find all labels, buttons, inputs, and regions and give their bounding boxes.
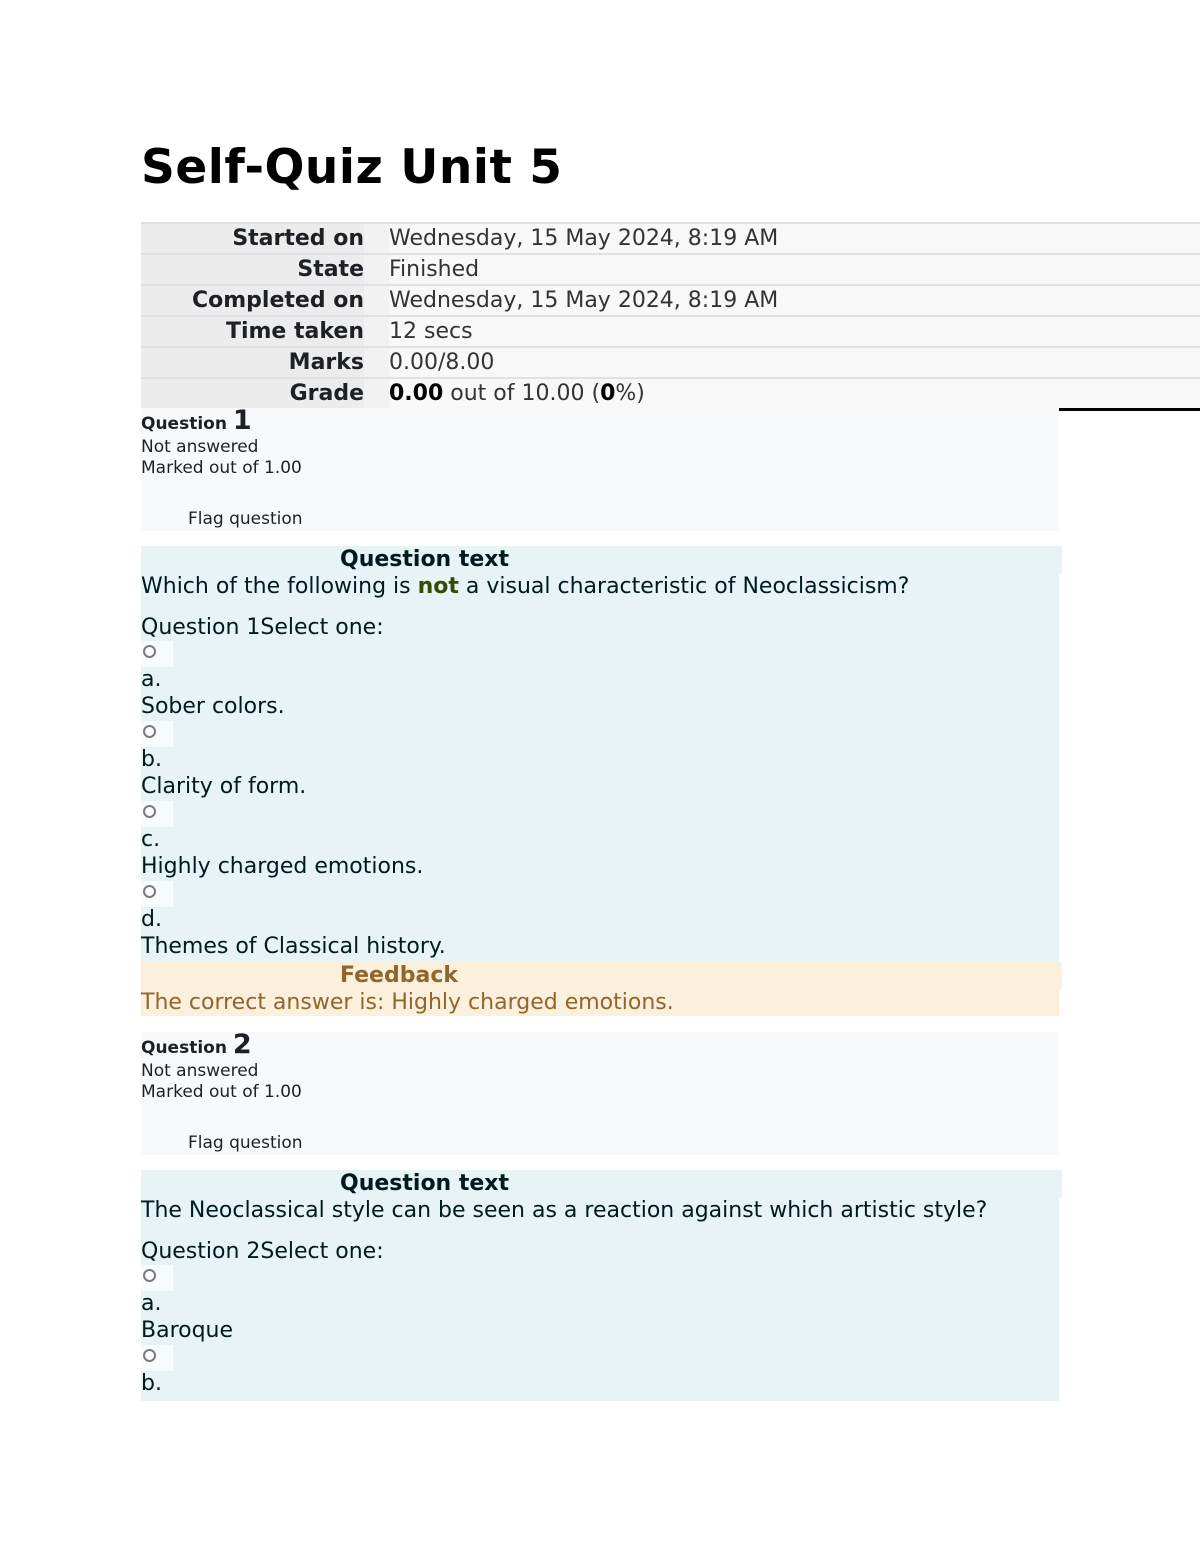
radio-icon[interactable] — [143, 805, 156, 818]
question-content-1 — [141, 546, 1059, 962]
question-marked-out-of: Marked out of 1.00 — [141, 1082, 302, 1102]
question-feedback-1 — [141, 962, 1059, 1016]
radio-icon[interactable] — [143, 645, 156, 658]
grade-end: %) — [615, 381, 645, 406]
select-one-prompt: Question 1Select one: — [141, 615, 384, 640]
answer-text[interactable]: Baroque — [141, 1318, 234, 1343]
radio-icon[interactable] — [143, 1349, 156, 1362]
summary-row-started — [141, 222, 1200, 253]
summary-value: 12 secs — [389, 317, 1200, 346]
summary-row-grade — [141, 377, 1200, 411]
answer-letter: a. — [141, 1291, 162, 1316]
question-info-1 — [141, 405, 1059, 531]
question-number: Question 2 — [141, 1029, 252, 1060]
question-text-emphasis: not — [417, 574, 459, 599]
question-info-2 — [141, 1029, 1059, 1155]
radio-icon[interactable] — [143, 885, 156, 898]
answer-letter: b. — [141, 747, 162, 772]
answer-text[interactable]: Clarity of form. — [141, 774, 307, 799]
radio-icon[interactable] — [143, 725, 156, 738]
radio-icon[interactable] — [143, 1269, 156, 1282]
summary-value: Finished — [389, 255, 1200, 284]
flag-question-link[interactable]: Flag question — [188, 509, 303, 529]
summary-row-state — [141, 253, 1200, 284]
answer-radio-b[interactable] — [141, 1345, 173, 1371]
summary-row-time-taken — [141, 315, 1200, 346]
answer-radio-d[interactable] — [141, 881, 173, 907]
answer-radio-b[interactable] — [141, 721, 173, 747]
answer-letter: a. — [141, 667, 162, 692]
answer-radio-a[interactable] — [141, 641, 173, 667]
feedback-heading: Feedback — [141, 962, 1059, 989]
question-number-value: 1 — [232, 405, 252, 436]
summary-label: Completed on — [141, 286, 364, 315]
summary-value: 0.00/8.00 — [389, 348, 1200, 377]
question-text: Which of the following is not a visual characteristic of Neoclassicism? — [141, 574, 910, 599]
answer-radio-c[interactable] — [141, 801, 173, 827]
answer-text[interactable]: Highly charged emotions. — [141, 854, 424, 879]
summary-value-grade — [389, 379, 1200, 408]
summary-value: Wednesday, 15 May 2024, 8:19 AM — [389, 224, 1200, 253]
summary-row-marks — [141, 346, 1200, 377]
answer-letter: c. — [141, 827, 161, 852]
question-state: Not answered — [141, 437, 259, 457]
flag-question-link[interactable]: Flag question — [188, 1133, 303, 1153]
summary-label: Started on — [141, 224, 364, 253]
question-number-value: 2 — [232, 1029, 252, 1060]
answer-text[interactable]: Themes of Classical history. — [141, 934, 446, 959]
summary-label: Time taken — [141, 317, 364, 346]
answer-letter: b. — [141, 1371, 162, 1396]
page-title: Self-Quiz Unit 5 — [141, 140, 563, 195]
grade-middle: out of 10.00 ( — [443, 381, 601, 406]
select-one-prompt: Question 2Select one: — [141, 1239, 384, 1264]
question-number: Question 1 — [141, 405, 252, 436]
summary-label: Grade — [141, 379, 364, 408]
summary-value: Wednesday, 15 May 2024, 8:19 AM — [389, 286, 1200, 315]
question-text-heading: Question text — [141, 1170, 1059, 1197]
attempt-summary-table — [141, 222, 1200, 411]
question-text-heading: Question text — [141, 546, 1059, 573]
answer-text[interactable]: Sober colors. — [141, 694, 285, 719]
question-content-2 — [141, 1170, 1059, 1401]
question-state: Not answered — [141, 1061, 259, 1081]
grade-score: 0.00 — [389, 381, 444, 406]
summary-label: Marks — [141, 348, 364, 377]
question-marked-out-of: Marked out of 1.00 — [141, 458, 302, 478]
answer-letter: d. — [141, 907, 162, 932]
answer-radio-a[interactable] — [141, 1265, 173, 1291]
feedback-text: The correct answer is: Highly charged emotions. — [141, 990, 674, 1015]
summary-row-completed — [141, 284, 1200, 315]
question-text: The Neoclassical style can be seen as a reaction against which artistic style? — [141, 1198, 988, 1223]
grade-percent: 0 — [600, 381, 616, 406]
summary-label: State — [141, 255, 364, 284]
